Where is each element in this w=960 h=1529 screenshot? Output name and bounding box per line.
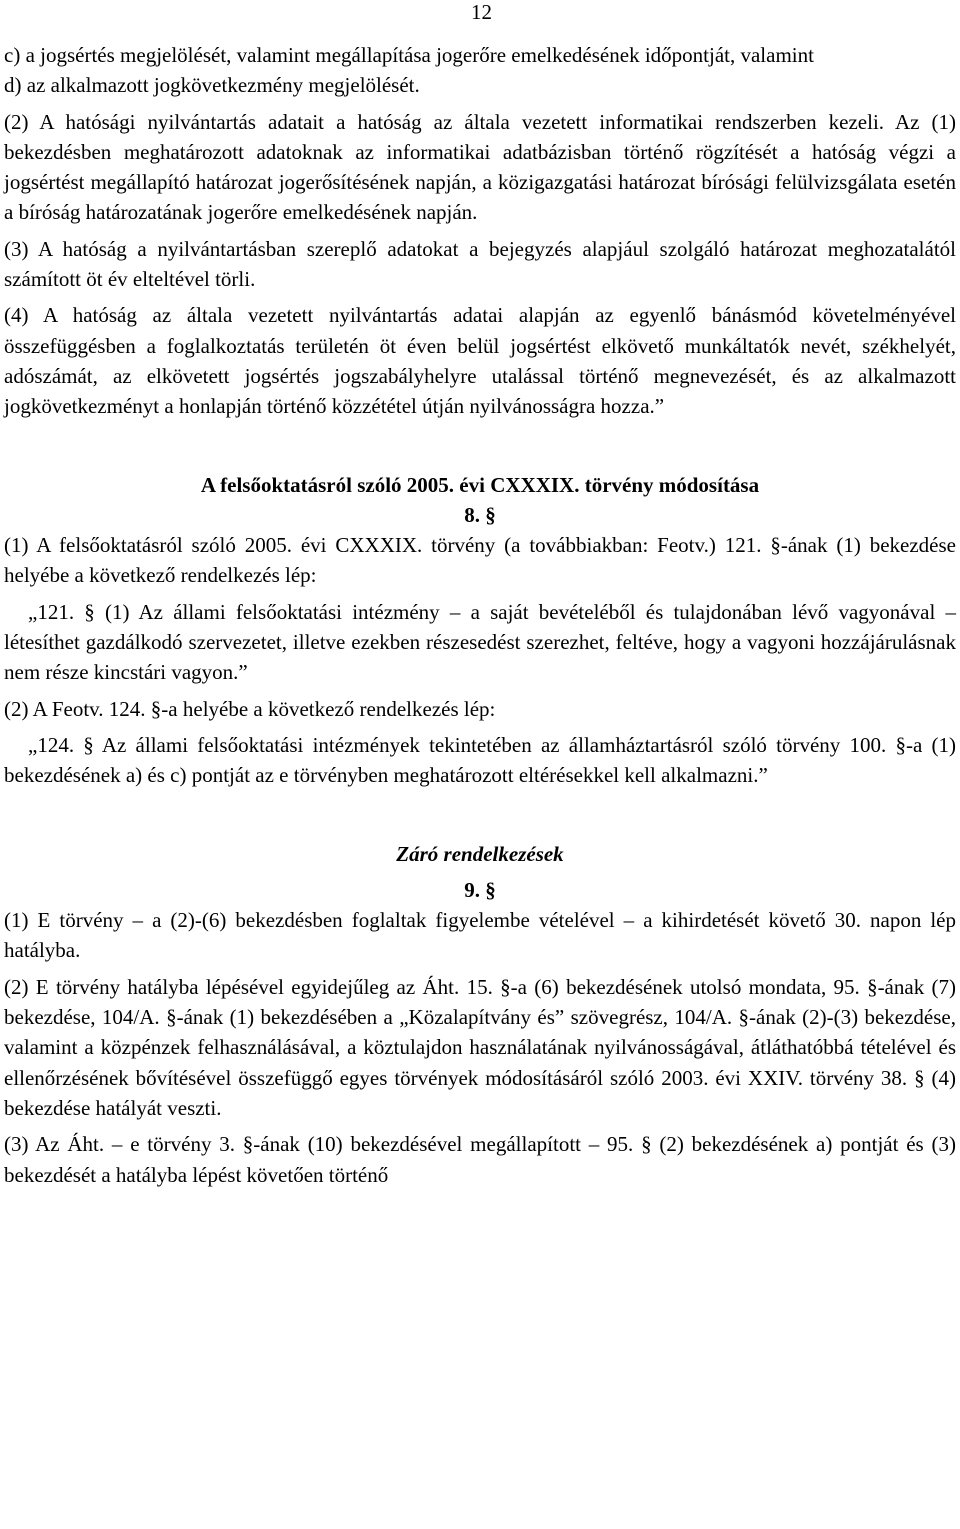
section9-paragraph-2: (2) E törvény hatályba lépésével egyidejűleg az Áht. 15. §-a (6) bekezdésének utolsó mondata, 95. §-ának (7) bekezdése, 104/A. §-ának (1) bekezdésében a „Közalapítvány és” szövegrész, 104/A. §-ának (2)-(3) bekezdése, valamint a közpénzek felhasználásával, a köztulajdon használatának nyilvánosságával, átláthatóbbá tételével és ellenőrzésének bővítésével összefüggő egyes törvények módosításáról szóló 2003. évi XXIV. törvény 38. § (4) bekezdése hatályát veszti. xyxy=(4,974,956,1120)
section-number-8: 8. § xyxy=(464,502,496,527)
paragraph-3: (3) A hatóság a nyilvántartásban szereplő adatokat a bejegyzés alapjául szolgáló határozat meghozatalától számított öt év elteltével törli. xyxy=(4,236,956,292)
section8-quote-124: „124. § Az állami felsőoktatási intézmények tekintetében az államháztartásról szóló törvény 100. §-a (1) bekezdésének a) és c) pontját az e törvényben meghatározott eltérésekkel kell alkalmazni.” xyxy=(4,732,956,788)
paragraph-c: c) a jogsértés megjelölését, valamint megállapítása jogerőre emelkedésének időpontját, valamint xyxy=(4,43,814,67)
paragraph-d: d) az alkalmazott jogkövetkezmény megjelölését. xyxy=(4,73,420,98)
section9-paragraph-1: (1) E törvény – a (2)-(6) bekezdésben foglaltak figyelembe vételével – a kihirdetését követő 30. napon lép hatályba. xyxy=(4,908,956,963)
document-body xyxy=(4,40,956,1190)
section9-paragraph-3: (3) Az Áht. – e törvény 3. §-ának (10) bekezdésével megállapított – 95. § (2) bekezdésének a) pontját és (3) bekezdését a hatályba lépést követően történő xyxy=(4,1132,956,1187)
section-number-9: 9. § xyxy=(464,877,496,902)
paragraph-4: (4) A hatóság az általa vezetett nyilvántartás adatai alapján az egyenlő bánásmód követelményével összefüggésben a foglalkoztatás területén öt éven belül jogsértést elkövető munkáltatók nevét, székhelyét, adószámát, az elkövetett jogsértés jogszabályhelyre utalással történő megnevezését, és az alkalmazott jogkövetkezményt a honlapján történő közzététel útján nyilvánosságra hozza.” xyxy=(4,303,956,419)
page-number: 12 xyxy=(471,0,492,24)
section-heading-feotv: A felsőoktatásról szóló 2005. évi CXXXIX. törvény módosítása xyxy=(200,472,760,497)
section8-quote-121: „121. § (1) Az állami felsőoktatási intézmény – a saját bevételéből és tulajdonában lévő vagyonával – létesíthet gazdálkodó szervezetet, illetve ezekben részesedést szerezhet, feltéve, hogy a vagyoni hozzájárulásnak nem része kincstári vagyon.” xyxy=(4,599,956,685)
section8-paragraph-2: (2) A Feotv. 124. §-a helyébe a következő rendelkezés lép: xyxy=(4,696,496,721)
section-heading-closing: Záró rendelkezések xyxy=(396,841,564,866)
section8-paragraph-1: (1) A felsőoktatásról szóló 2005. évi CXXXIX. törvény (a továbbiakban: Feotv.) 121. §-ának (1) bekezdése helyébe a következő rendelkezés lép: xyxy=(4,533,956,588)
paragraph-2: (2) A hatósági nyilvántartás adatait a hatóság az általa vezetett informatikai rendszerben kezeli. Az (1) bekezdésben meghatározott adatoknak az informatikai adatbázisban történő rögzítését a hatóság végzi a jogsértést megállapító határozat jogerősítésének napján, a közigazgatási határozat bírósági felülvizsgálata esetén a bíróság határozatának jogerőre emelkedésének napján. xyxy=(4,109,956,225)
